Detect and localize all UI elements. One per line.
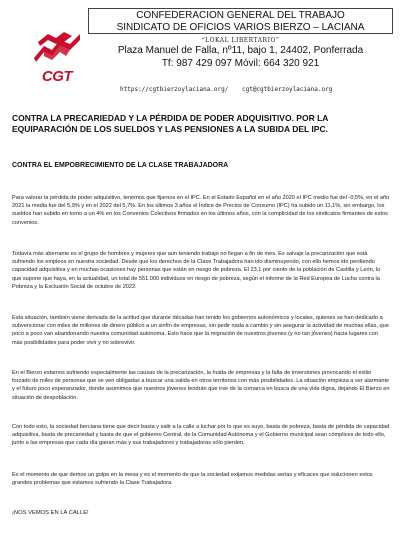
motto: “LOKAL LIBERTARIO” bbox=[201, 37, 280, 44]
address: Plaza Manuel de Falla, nº11, bajo 1, 24402, Ponferrada bbox=[117, 45, 364, 56]
letterhead bbox=[10, 8, 395, 94]
phone: Tf: 987 429 097 Móvil: 664 320 921 bbox=[161, 58, 320, 69]
paragraph: Con todo esto, la sociedad berciana tiene que decir basta y salir a la calle a luchar por lo que es suyo, basta de pobreza, basta de pérdida de capacidad adquisitiva, basta de precariedad y basta de que el gobierno Central, de la Comunidad Autónoma y el Gobierno municipal sean cómplices de todo ello, junto a las empresas que cada día ganan más y sus trabajadores y trabajadoras sólo pierden. bbox=[12, 424, 390, 447]
org-section: SINDICATO DE OFICIOS VARIOS BIERZO – LACIANA bbox=[116, 21, 365, 33]
email-link[interactable]: cgt@cgtbierzoylaciana.org bbox=[242, 86, 333, 93]
logo-text: CGT bbox=[41, 68, 73, 85]
organization-box bbox=[88, 8, 393, 34]
contact-links bbox=[120, 86, 342, 93]
paragraph: Es el momento de que demos un golpe en la mesa y es el momento de que la sociedad exijamos medidas serias y eficaces que solucionen estos grandes problemas que estamos sufriendo la Clase Trabajadora. bbox=[12, 472, 373, 487]
section-subtitle: CONTRA EL EMPOBRECIMIENTO DE LA CLASE TRABAJADORA bbox=[12, 162, 229, 169]
cgt-hands-logo-icon bbox=[30, 28, 84, 85]
hands-emblem-icon bbox=[30, 28, 84, 68]
document-title: CONTRA LA PRECARIEDAD Y LA PÉRDIDA DE PODER ADQUISITIVO. POR LA EQUIPARACIÓN DE LOS SUELDOS Y LAS PENSIONES A LA SUBIDA DEL IPC. bbox=[12, 113, 329, 134]
paragraph: Esta situación, también viene derivada de la actitud que durante décadas han tenido los gobiernos autonómicos y locales, quienes se han dedicado a subvencionar con miles de millones de dinero público a un sinfín de empresas, sin pedir nada a cambio y sin asegurar la actividad de muchas ellas, que poco a poco van abandonando nuestra comunidad autónoma. Esto hace que la migración de nuestros jóvenes (y no tan jóvenes) hacia lugares con más posibilidades para poder vivir y no sobrevivir. bbox=[12, 315, 389, 346]
header-info bbox=[88, 8, 393, 70]
paragraph: Todavía más aberrante es el grupo de hombres y mujeres que aun teniendo trabajo no llegan a fin de mes. Es salvaje la precarización que está sufriendo los empleos en nuestra sociedad. Desde que los derechos de la Clase Trabajadora han ido disminuyendo, con ello hemos ido perdiendo capacidad adquisitiva y en muchas ocasiones hay personas que están en riesgo de pobreza. El 23,1 por ciento de la población de Castilla y León, lo que supone que haya, en la actualidad, un total de 551.000 individuos en riesgo de pobreza, según el informe de la Red Europea de Lucha contra la Pobreza y la Exclusión Social de octubre de 2022. bbox=[12, 251, 381, 290]
org-name: CONFEDERACION GENERAL DEL TRABAJO bbox=[136, 10, 345, 21]
website-link[interactable]: https://cgtbierzoylaciana.org/ bbox=[120, 86, 229, 93]
closing-line: ¡NOS VEMOS EN LA CALLE! bbox=[12, 510, 89, 516]
paragraph: Para valorar la pérdida de poder adquisitivo, tenemos que fijarnos en el IPC. En el Estado Español en el año 2020 el IPC medio fue del -0,5%, en el año 2021 la media fue del 5,9% y en el 2022 del 5,7%. En los últimos 3 años el Índice de Precios de Consumo (IPC) ha subido un 11,1%, sin embargo, los sueldos han subido en torno a un 4% en los Convenios Colectivos firmados en los últimos años, con la complicidad de los sindicatos firmantes de estos convenios. bbox=[12, 195, 390, 226]
paragraph: En el Bierzo estamos sufriendo especialmente las causas de la precarización, la huida de empresas y la falta de inversiones provocando el exilio forzado de miles de personas que se ven obligadas a buscar una salida en otros territorios con más posibilidades. La situación empieza a ser alarmante y el futuro poco esperanzador, donde asumimos que nuestros jóvenes tendrán que irse de la comarca en busca de una vida digna, dejando El Bierzo en situación de despoblación. bbox=[12, 370, 390, 401]
